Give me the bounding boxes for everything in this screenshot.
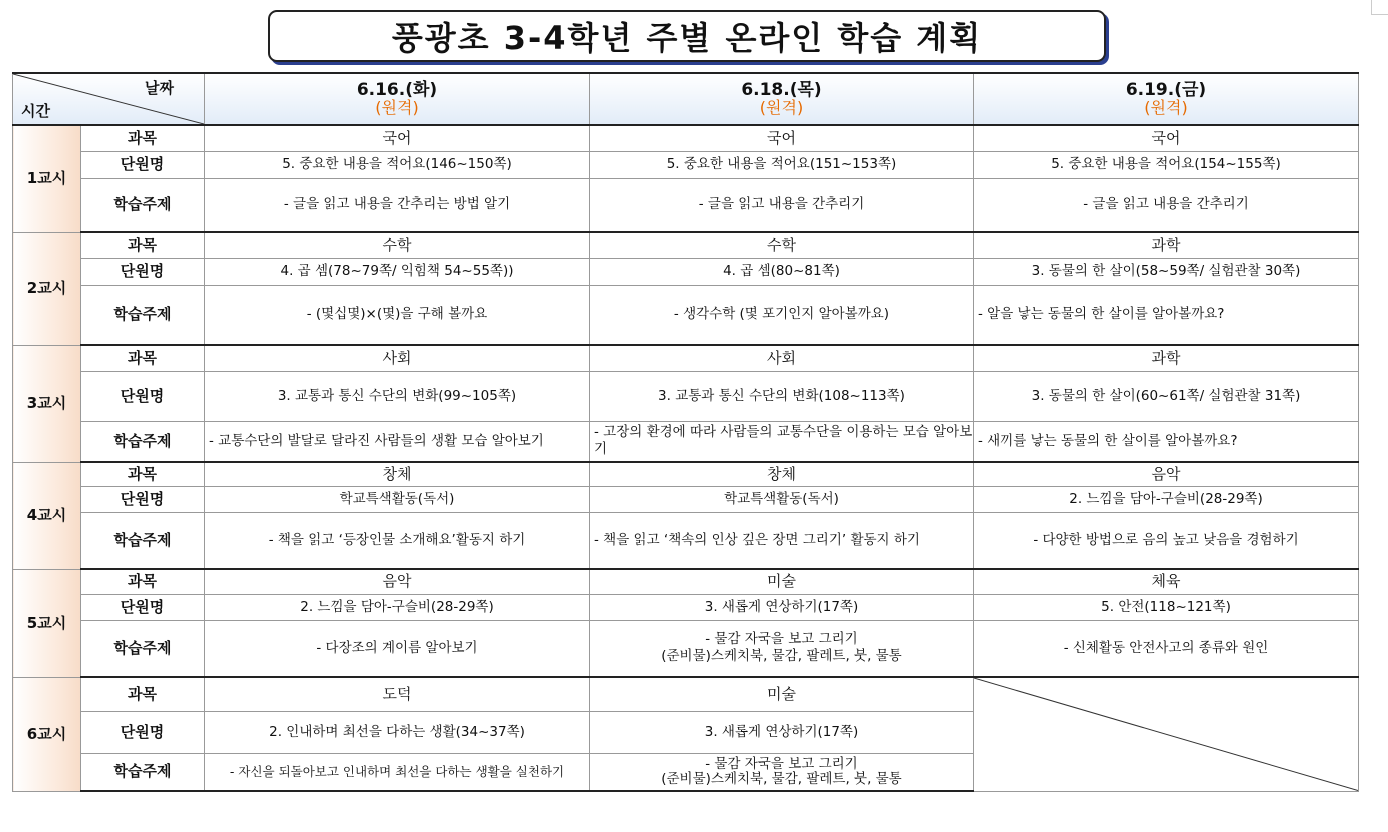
topic-cell: - 글을 읽고 내용을 간추리기	[974, 178, 1359, 232]
topic-cell: - 다양한 방법으로 음의 높고 낮음을 경험하기	[974, 512, 1359, 569]
topic-cell: - 책을 읽고 ‘등장인물 소개해요’활동지 하기	[205, 512, 590, 569]
page-title: 풍광초 3-4학년 주별 온라인 학습 계획	[268, 10, 1106, 62]
day-header	[205, 73, 590, 125]
period-label: 4교시	[13, 462, 81, 569]
corner-time-label: 시간	[21, 102, 50, 120]
day-date: 6.18.(목)	[741, 80, 822, 100]
subject-cell: 사회	[205, 345, 590, 371]
unit-cell: 3. 동물의 한 살이(60~61쪽/ 실험관찰 31쪽)	[974, 371, 1359, 421]
unit-cell: 2. 느낌을 담아-구슬비(28-29쪽)	[205, 594, 590, 620]
subject-cell: 체육	[974, 569, 1359, 594]
subject-cell: 도덕	[205, 677, 590, 711]
topic-row	[13, 512, 1359, 569]
subject-row	[13, 232, 1359, 258]
topic-cell: - 새끼를 낳는 동물의 한 살이를 알아볼까요?	[974, 421, 1359, 462]
empty-diagonal-cell	[974, 677, 1359, 791]
topic-cell: - 다장조의 계이름 알아보기	[205, 620, 590, 677]
topic-label: 학습주제	[81, 620, 205, 677]
day-mode: (원격)	[1144, 98, 1188, 117]
period-label: 5교시	[13, 569, 81, 677]
subject-cell: 음악	[205, 569, 590, 594]
subject-label: 과목	[81, 125, 205, 151]
unit-cell: 4. 곱 셈(78~79쪽/ 익힘책 54~55쪽))	[205, 258, 590, 285]
page-corner-mark	[1371, 0, 1388, 15]
day-header	[974, 73, 1359, 125]
topic-cell: - 자신을 되돌아보고 인내하며 최선을 다하는 생활을 실천하기	[205, 753, 590, 791]
header-corner-cell	[13, 73, 205, 125]
subject-label: 과목	[81, 462, 205, 486]
unit-cell: 3. 동물의 한 살이(58~59쪽/ 실험관찰 30쪽)	[974, 258, 1359, 285]
subject-row	[13, 345, 1359, 371]
subject-label: 과목	[81, 232, 205, 258]
subject-row	[13, 462, 1359, 486]
unit-cell: 5. 중요한 내용을 적어요(151~153쪽)	[590, 151, 974, 178]
subject-cell: 국어	[590, 125, 974, 151]
unit-row	[13, 371, 1359, 421]
subject-cell: 미술	[590, 569, 974, 594]
schedule-table	[12, 72, 1359, 792]
topic-cell: - 물감 자국을 보고 그리기 (준비물)스케치북, 물감, 팔레트, 붓, 물통	[590, 620, 974, 677]
subject-cell: 미술	[590, 677, 974, 711]
day-header	[590, 73, 974, 125]
unit-cell: 학교특색활동(독서)	[205, 486, 590, 512]
unit-cell: 3. 새롭게 연상하기(17쪽)	[590, 594, 974, 620]
unit-cell: 3. 교통과 통신 수단의 변화(108~113쪽)	[590, 371, 974, 421]
subject-cell: 국어	[205, 125, 590, 151]
subject-cell: 수학	[590, 232, 974, 258]
unit-row	[13, 151, 1359, 178]
subject-row	[13, 677, 1359, 711]
topic-cell: - 글을 읽고 내용을 간추리는 방법 알기	[205, 178, 590, 232]
unit-cell: 5. 안전(118~121쪽)	[974, 594, 1359, 620]
topic-cell: - 알을 낳는 동물의 한 살이를 알아볼까요?	[974, 285, 1359, 345]
topic-row	[13, 421, 1359, 462]
subject-cell: 사회	[590, 345, 974, 371]
unit-cell: 4. 곱 셈(80~81쪽)	[590, 258, 974, 285]
unit-cell: 2. 인내하며 최선을 다하는 생활(34~37쪽)	[205, 711, 590, 753]
subject-cell: 과학	[974, 345, 1359, 371]
unit-row	[13, 258, 1359, 285]
unit-label: 단원명	[81, 594, 205, 620]
day-mode: (원격)	[375, 98, 419, 117]
period-label: 2교시	[13, 232, 81, 345]
topic-label: 학습주제	[81, 512, 205, 569]
topic-row	[13, 620, 1359, 677]
topic-cell: - 교통수단의 발달로 달라진 사람들의 생활 모습 알아보기	[205, 421, 590, 462]
day-date: 6.19.(금)	[1125, 80, 1207, 100]
subject-cell: 과학	[974, 232, 1359, 258]
topic-cell: - 책을 읽고 ‘책속의 인상 깊은 장면 그리기’ 활동지 하기	[590, 512, 974, 569]
period-label: 1교시	[13, 125, 81, 232]
unit-cell: 학교특색활동(독서)	[590, 486, 974, 512]
subject-row	[13, 569, 1359, 594]
topic-row	[13, 178, 1359, 232]
subject-cell: 수학	[205, 232, 590, 258]
unit-label: 단원명	[81, 711, 205, 753]
period-label: 3교시	[13, 345, 81, 462]
subject-cell: 국어	[974, 125, 1359, 151]
topic-label: 학습주제	[81, 178, 205, 232]
unit-row	[13, 594, 1359, 620]
subject-cell: 창체	[205, 462, 590, 486]
topic-cell: - 고장의 환경에 따라 사람들의 교통수단을 이용하는 모습 알아보기	[590, 421, 974, 462]
unit-cell: 5. 중요한 내용을 적어요(154~155쪽)	[974, 151, 1359, 178]
unit-cell: 5. 중요한 내용을 적어요(146~150쪽)	[205, 151, 590, 178]
unit-row	[13, 486, 1359, 512]
subject-cell: 음악	[974, 462, 1359, 486]
topic-label: 학습주제	[81, 421, 205, 462]
topic-cell: - 글을 읽고 내용을 간추리기	[590, 178, 974, 232]
unit-label: 단원명	[81, 371, 205, 421]
day-date: 6.16.(화)	[356, 80, 438, 100]
topic-cell: - 생각수학 (몇 포기인지 알아볼까요)	[590, 285, 974, 345]
unit-cell: 3. 새롭게 연상하기(17쪽)	[590, 711, 974, 753]
topic-label: 학습주제	[81, 285, 205, 345]
unit-label: 단원명	[81, 258, 205, 285]
corner-date-label: 날짜	[145, 79, 174, 97]
topic-row	[13, 285, 1359, 345]
topic-cell: - 물감 자국을 보고 그리기 (준비물)스케치북, 물감, 팔레트, 붓, 물통	[590, 753, 974, 791]
subject-cell: 창체	[590, 462, 974, 486]
unit-cell: 2. 느낌을 담아-구슬비(28-29쪽)	[974, 486, 1359, 512]
subject-row	[13, 125, 1359, 151]
topic-cell: - 신체활동 안전사고의 종류와 원인	[974, 620, 1359, 677]
period-label: 6교시	[13, 677, 81, 791]
topic-cell: - (몇십몇)×(몇)을 구해 볼까요	[205, 285, 590, 345]
subject-label: 과목	[81, 345, 205, 371]
subject-label: 과목	[81, 677, 205, 711]
topic-label: 학습주제	[81, 753, 205, 791]
header-row	[13, 73, 1359, 125]
unit-label: 단원명	[81, 486, 205, 512]
unit-label: 단원명	[81, 151, 205, 178]
day-mode: (원격)	[759, 98, 804, 117]
subject-label: 과목	[81, 569, 205, 594]
unit-cell: 3. 교통과 통신 수단의 변화(99~105쪽)	[205, 371, 590, 421]
